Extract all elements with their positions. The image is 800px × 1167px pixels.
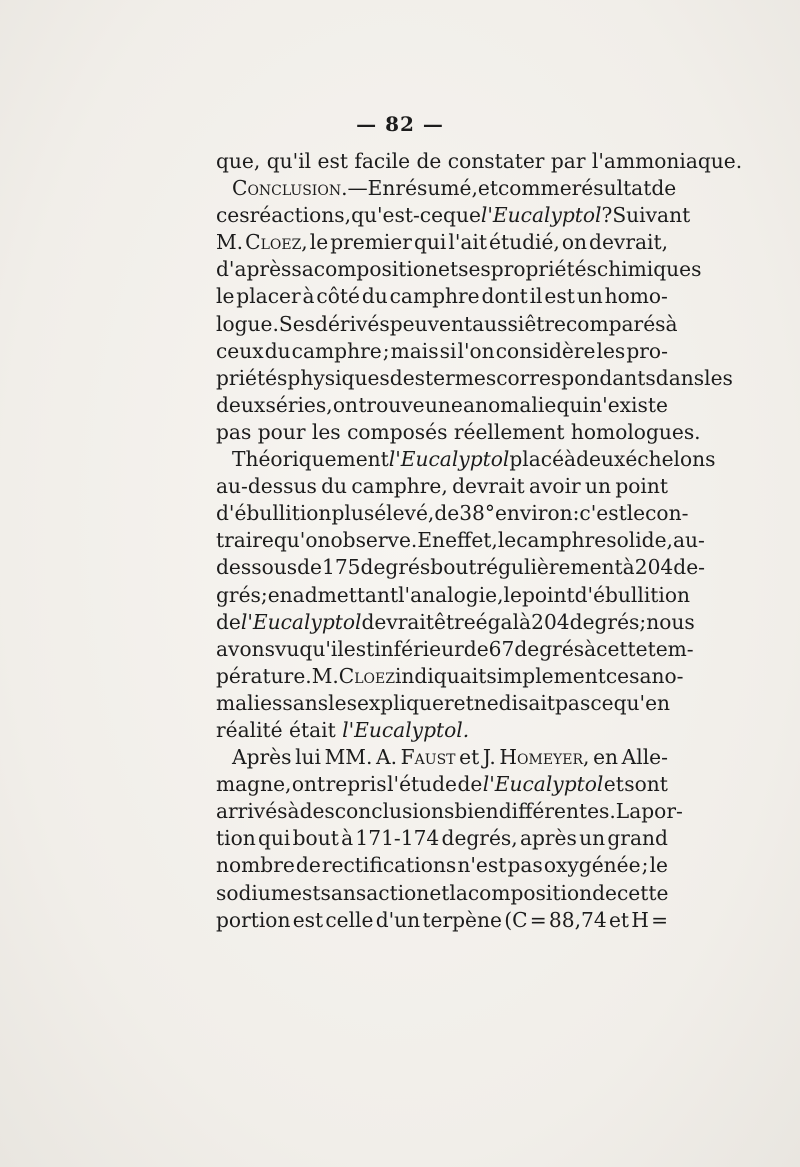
text-line: Après lui MM. A. Faust et J. Homeyer, en Alle- (232, 745, 668, 770)
text-line: avons vu qu'il est inférieur de 67 degrés à cette tem- (216, 636, 694, 661)
text-line: le placer à côté du camphre dont il est un homo- (216, 284, 668, 309)
text-line: M. Cloez, le premier qui l'ait étudié, on devrait, (216, 230, 668, 255)
text-line: malies sans les expliquer et ne disait pas ce qu'en (216, 690, 671, 715)
text-line: Théoriquement l'Eucalyptol placé à deux échelons (232, 447, 716, 472)
text-line: sodium est sans action et la composition de cette (216, 880, 669, 905)
text-line: logue. Ses dérivés peuvent aussi être comparés à (216, 311, 678, 336)
text-line: tion qui bout à 171-174 degrés, après un grand (216, 826, 668, 851)
text-line: que, qu'il est facile de constater par l'ammoniaque. (216, 149, 743, 173)
text-line: pérature. M. Cloez indiquait simplement ces ano- (216, 663, 684, 688)
text-line: pas pour les composés réellement homologues. (216, 419, 701, 444)
text-line: priétés physiques des termes correspondants dans les (216, 365, 733, 390)
text-line: ces réactions, qu'est-ce que l'Eucalyptol ? Suivant (216, 203, 691, 228)
text-line: portion est celle d'un terpène (C = 88,74 et H = (216, 907, 668, 932)
text-line: traire qu'on observe. En effet, le camphre solide, au- (216, 528, 705, 553)
text-line: d'ébullition plus élevé, de 38° environ : c'est le con- (216, 501, 689, 526)
text-line: nombre de rectifications n'est pas oxygénée ; le (216, 853, 668, 878)
text-line: au-dessus du camphre, devrait avoir un point (216, 474, 668, 499)
text-line: magne, ont repris l'étude de l'Eucalyptol et sont (216, 772, 668, 797)
text-line: Conclusion. — En résumé, et comme résultat de (232, 176, 677, 201)
page-number-header: — 82 — (356, 112, 444, 136)
text-line: ceux du camphre ; mais si l'on considère les pro- (216, 338, 668, 363)
text-line: de l'Eucalyptol devrait être égal à 204 degrés ; nous (216, 609, 695, 634)
text-line: arrivés à des conclusions bien différentes. La por- (216, 799, 683, 824)
text-line: grés ; en admettant l'analogie, le point d'ébullition (216, 582, 691, 607)
text-line: réalité était l'Eucalyptol. (216, 717, 470, 742)
text-line: dessous de 175 degrés bout régulièrement à 204 de- (216, 555, 705, 580)
text-line: d'après sa composition et ses propriétés chimiques (216, 257, 702, 282)
text-line: deux séries, on trouve une anomalie qui n'existe (216, 392, 668, 417)
body-text (216, 148, 743, 934)
